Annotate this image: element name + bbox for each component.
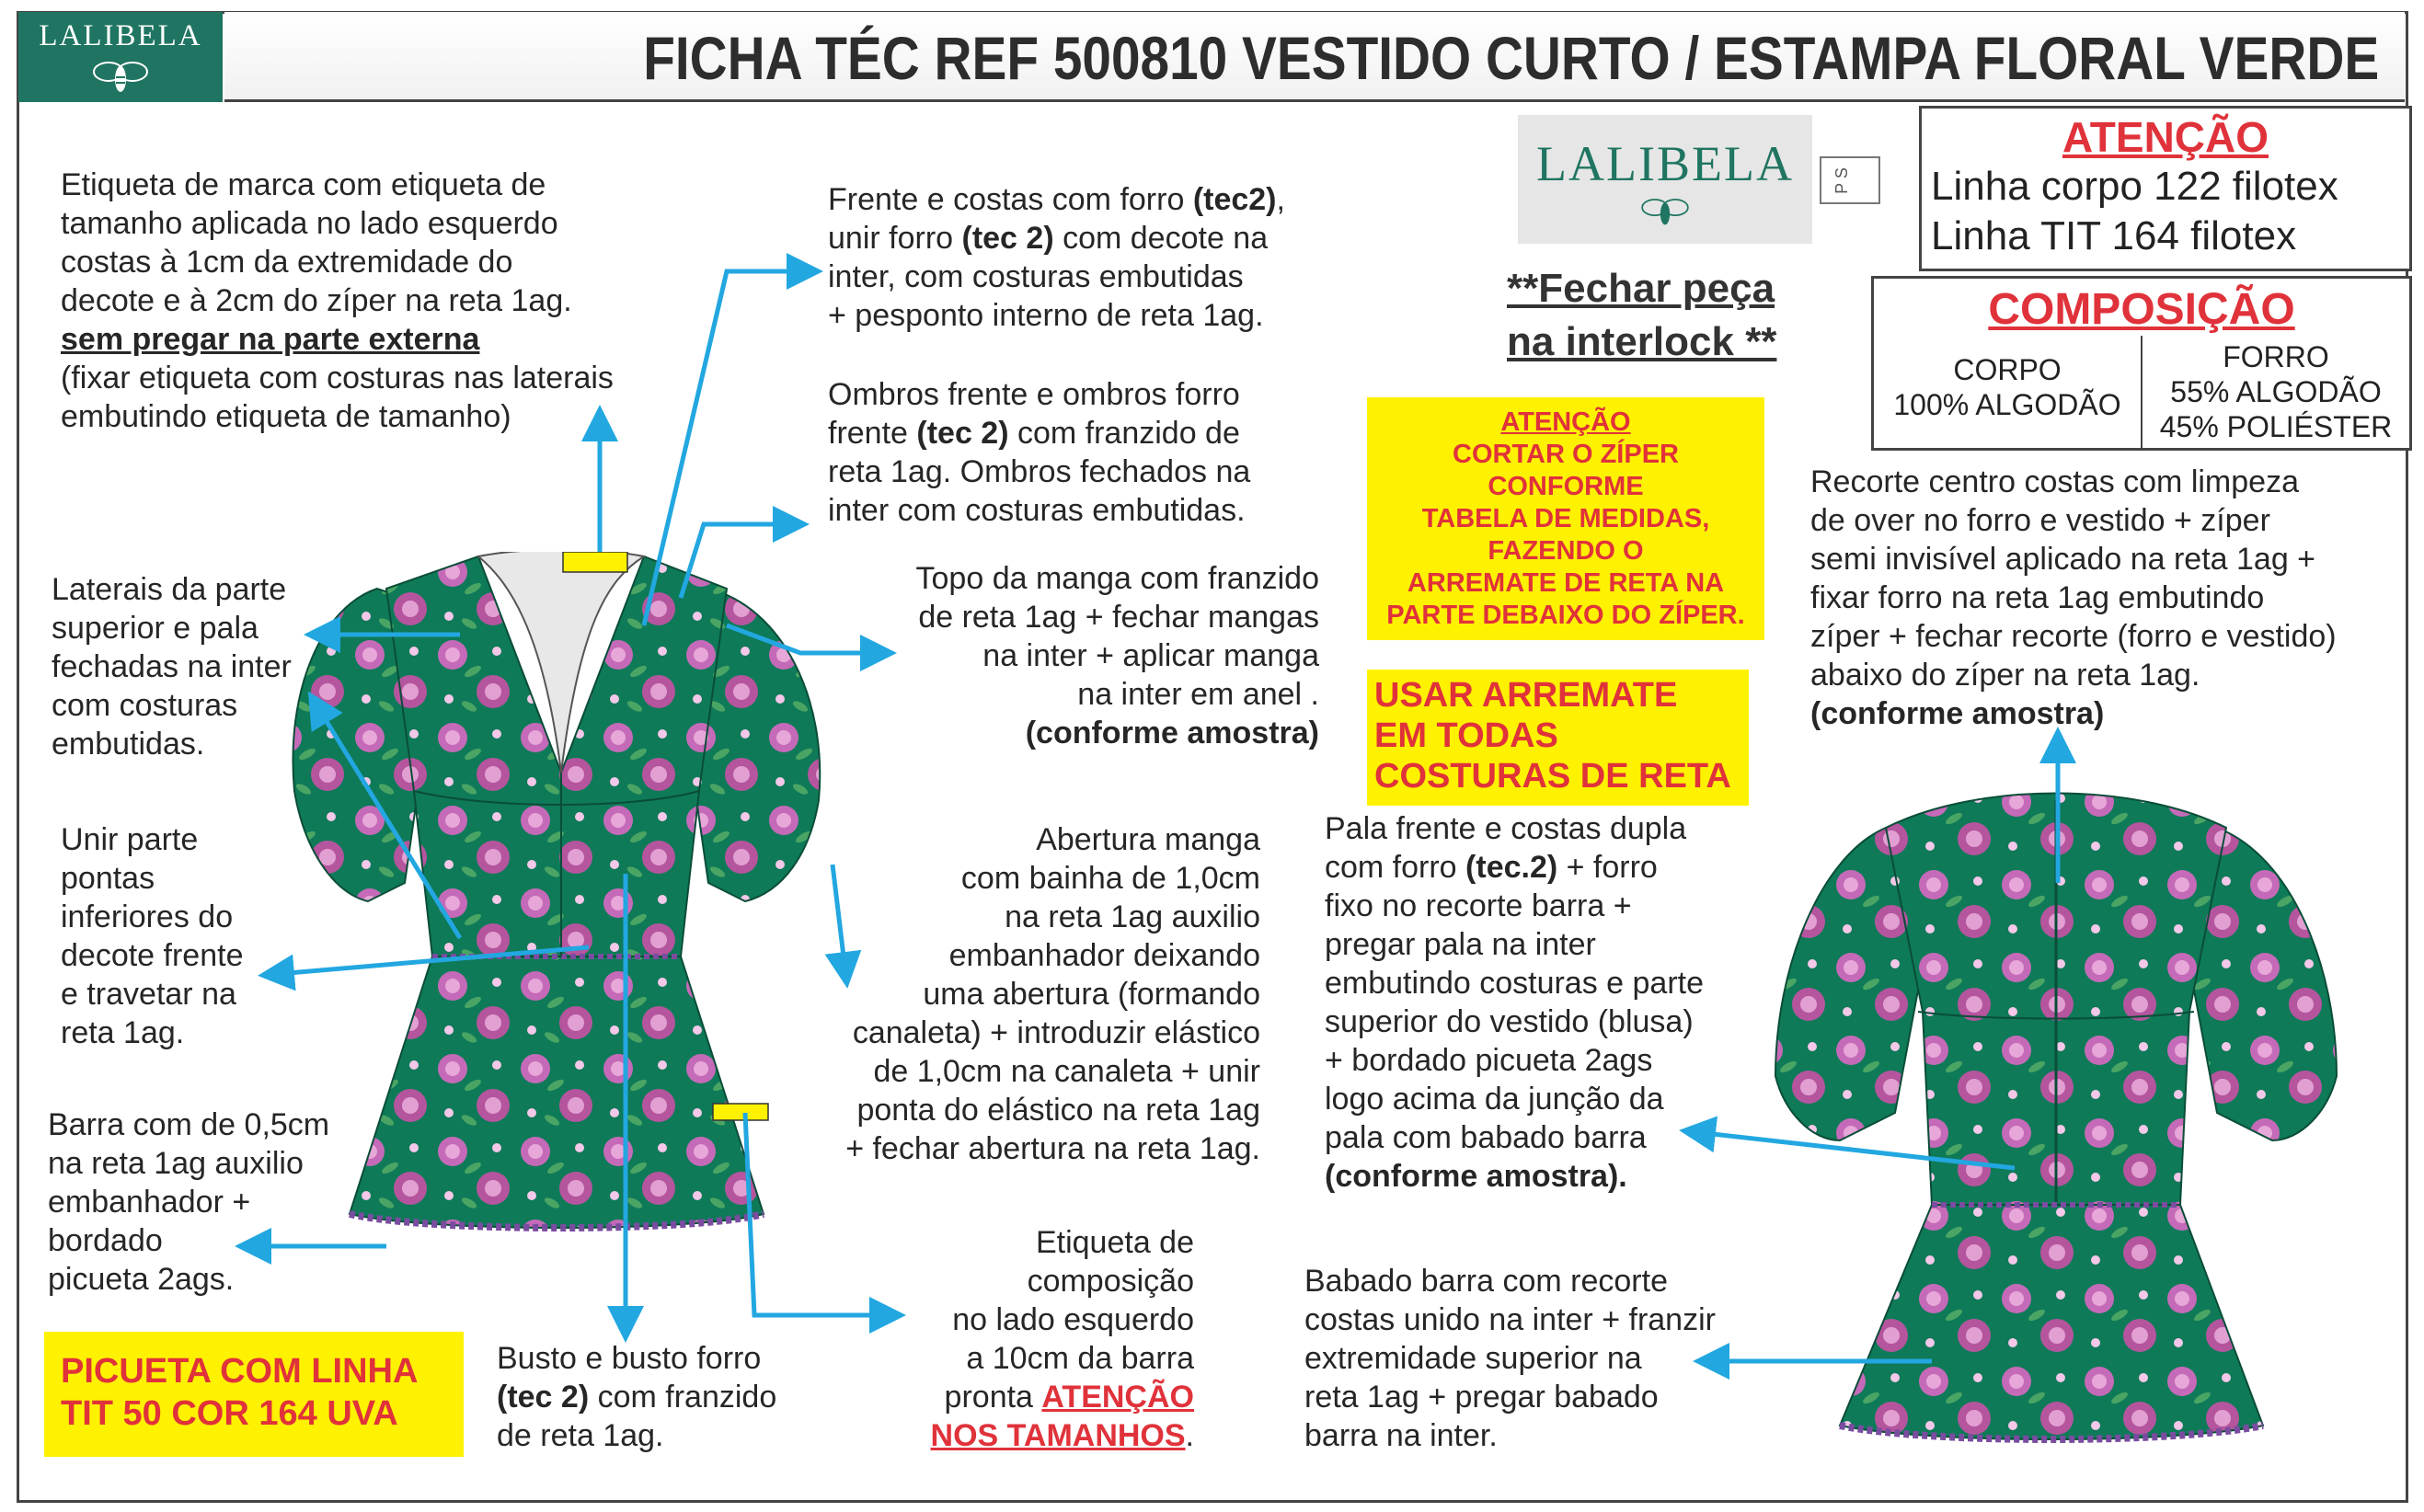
- note-text: com franzido de: [1008, 416, 1240, 451]
- note-line: Pala frente e costas dupla: [1325, 811, 1687, 846]
- unir-parte-note: [61, 820, 243, 1052]
- note-text: com franzido: [589, 1380, 777, 1415]
- note-line: [1325, 848, 1704, 887]
- usar-line: COSTURAS DE RETA: [1374, 757, 1731, 796]
- cortar-line: CORTAR O ZÍPER: [1453, 440, 1679, 469]
- barra-note: [48, 1105, 329, 1299]
- note-line: logo acima da junção da: [1325, 1082, 1664, 1117]
- note-line-bold: (conforme amostra): [1810, 696, 2105, 731]
- picueta-line: PICUETA COM LINHA: [61, 1352, 419, 1391]
- note-line: decote e à 2cm do zíper na reta 1ag.: [61, 283, 572, 318]
- note-bold: (tec.2): [1465, 850, 1558, 885]
- picueta-line: TIT 50 COR 164 UVA: [61, 1394, 398, 1433]
- topo-manga-note: [865, 559, 1319, 752]
- note-line: Unir parte: [61, 822, 199, 857]
- cortar-line: TABELA DE MEDIDAS,: [1421, 504, 1710, 533]
- note-line-bold: sem pregar na parte externa: [61, 322, 480, 357]
- fechar-line-2: na interlock **: [1507, 319, 1777, 364]
- brand-label-text: LALIBELA: [1536, 136, 1794, 191]
- note-line: abaixo do zíper na reta 1ag.: [1810, 658, 2200, 693]
- note-line: de 1,0cm na canaleta + unir: [873, 1054, 1260, 1089]
- note-line: decote frente: [61, 938, 244, 973]
- note-line: embanhador deixando: [948, 938, 1260, 973]
- fechar-line-1: **Fechar peça: [1507, 266, 1775, 311]
- note-line: [828, 414, 1250, 452]
- note-line: Topo da manga com franzido: [915, 561, 1319, 596]
- note-line-bold: (conforme amostra): [1025, 716, 1319, 750]
- usar-line: EM TODAS: [1374, 716, 1558, 755]
- note-line: fechadas na inter: [52, 649, 292, 684]
- note-line: embutindo costuras e parte: [1325, 966, 1705, 1001]
- note-line: pregar pala na inter: [1325, 927, 1596, 962]
- note-line: uma abertura (formando: [923, 977, 1260, 1012]
- note-line: bordado: [48, 1223, 163, 1258]
- note-line: Ombros frente e ombros forro: [828, 377, 1240, 412]
- note-line: [828, 219, 1285, 258]
- size-tag-text: P S: [1832, 167, 1851, 194]
- note-line: zíper + fechar recorte (forro e vestido): [1810, 619, 2337, 654]
- note-line: na reta 1ag auxilio: [48, 1146, 304, 1181]
- composicao-title: COMPOSIÇÃO: [1988, 285, 2295, 334]
- etiqueta-composicao-note: [883, 1223, 1194, 1455]
- note-line: costas à 1cm da extremidade do: [61, 245, 513, 280]
- note-line: semi invisível aplicado na reta 1ag +: [1810, 542, 2316, 577]
- cortar-line: PARTE DEBAIXO DO ZÍPER.: [1386, 601, 1745, 630]
- note-line: (fixar etiqueta com costuras nas laterais: [61, 361, 614, 395]
- note-line: Etiqueta de marca com etiqueta de: [61, 167, 546, 202]
- page-title: FICHA TÉC REF 500810 VESTIDO CURTO / ESTAMPA FLORAL VERDE: [642, 24, 2379, 92]
- note-text: ,: [1276, 182, 1285, 217]
- note-line: + fechar abertura na reta 1ag.: [845, 1131, 1260, 1166]
- note-line: Babado barra com recorte: [1304, 1264, 1668, 1299]
- forro-value-1: 55% ALGODÃO: [2170, 375, 2382, 408]
- note-line: ponta do elástico na reta 1ag: [856, 1093, 1260, 1128]
- note-line-bold: (conforme amostra).: [1325, 1159, 1627, 1194]
- note-line: de reta 1ag.: [497, 1418, 664, 1453]
- note-line: na inter em anel .: [1077, 677, 1319, 712]
- note-line: embutindo etiqueta de tamanho): [61, 399, 511, 434]
- busto-note: [497, 1339, 776, 1455]
- corpo-label: CORPO: [1953, 353, 2062, 386]
- note-line: fixo no recorte barra +: [1325, 888, 1632, 923]
- note-bold: (tec 2): [916, 416, 1009, 451]
- note-line: reta 1ag.: [61, 1015, 185, 1050]
- note-line: [497, 1378, 776, 1416]
- note-line: superior do vestido (blusa): [1325, 1004, 1694, 1039]
- note-line: extremidade superior na: [1304, 1341, 1642, 1376]
- note-line: de over no forro e vestido + zíper: [1810, 503, 2270, 538]
- note-text: frente: [828, 416, 917, 451]
- note-line: Recorte centro costas com limpeza: [1810, 464, 2299, 499]
- note-line: na inter + aplicar manga: [982, 638, 1319, 673]
- note-line: picueta 2ags.: [48, 1262, 235, 1297]
- note-line: Etiqueta de: [1035, 1225, 1194, 1260]
- note-line: tamanho aplicada no lado esquerdo: [61, 206, 558, 241]
- babado-note: [1304, 1262, 1716, 1455]
- note-line: canaleta) + introduzir elástico: [852, 1015, 1260, 1050]
- note-line: embutidas.: [52, 727, 205, 762]
- note-line: superior e pala: [52, 611, 258, 646]
- note-line: pala com babado barra: [1325, 1120, 1647, 1155]
- note-line: + pesponto interno de reta 1ag.: [828, 298, 1264, 333]
- note-bold: (tec 2): [961, 221, 1054, 256]
- note-text: com decote na: [1053, 221, 1269, 256]
- atencao-line-1: Linha corpo 122 filotex: [1931, 164, 2338, 209]
- note-line: [883, 1378, 1194, 1416]
- note-line: [828, 180, 1285, 219]
- note-text: Frente e costas com forro: [828, 182, 1193, 217]
- note-line: com bainha de 1,0cm: [960, 861, 1260, 896]
- note-line: embanhador +: [48, 1185, 251, 1220]
- header-logo-text: LALIBELA: [39, 19, 202, 52]
- note-line: reta 1ag + pregar babado: [1304, 1380, 1659, 1415]
- note-line: fixar forro na reta 1ag embutindo: [1810, 580, 2265, 615]
- note-line: de reta 1ag + fechar mangas: [918, 600, 1319, 635]
- ombros-note: [828, 375, 1250, 530]
- usar-line: USAR ARREMATE: [1374, 676, 1678, 715]
- note-line: a 10cm da barra: [966, 1341, 1194, 1376]
- note-line: inter, com costuras embutidas: [828, 259, 1244, 294]
- forro-value-2: 45% POLIÉSTER: [2159, 410, 2393, 443]
- recorte-note: [1810, 463, 2337, 733]
- note-text: .: [1185, 1418, 1194, 1453]
- pala-note: [1325, 809, 1704, 1196]
- cortar-line: ARREMATE DE RETA NA: [1407, 568, 1725, 598]
- note-text: + forro: [1557, 850, 1658, 885]
- note-line: Abertura manga: [1036, 822, 1260, 857]
- note-text: pronta: [944, 1380, 1042, 1415]
- note-text: com forro: [1325, 850, 1466, 885]
- note-bold: (tec 2): [497, 1380, 590, 1415]
- etiqueta-marca-note: [61, 166, 614, 436]
- forro-label: FORRO: [2223, 340, 2329, 373]
- note-alert: NOS TAMANHOS: [930, 1418, 1186, 1453]
- cortar-line: CONFORME: [1488, 472, 1644, 501]
- note-line: composição: [1027, 1264, 1194, 1299]
- note-alert: ATENÇÃO: [1041, 1380, 1194, 1415]
- note-line: Barra com de 0,5cm: [48, 1107, 330, 1142]
- note-line: no lado esquerdo: [952, 1302, 1194, 1337]
- cortar-line: FAZENDO O: [1488, 536, 1644, 566]
- note-line: na reta 1ag auxilio: [1005, 899, 1260, 934]
- note-line: Laterais da parte: [52, 572, 287, 607]
- atencao-title: ATENÇÃO: [2062, 113, 2269, 161]
- note-line: com costuras: [52, 688, 238, 723]
- note-line: costas unido na inter + franzir: [1304, 1302, 1716, 1337]
- note-line: e travetar na: [61, 977, 236, 1012]
- atencao-line-2: Linha TIT 164 filotex: [1931, 213, 2297, 258]
- note-line: [883, 1416, 1194, 1455]
- note-bold: (tec2): [1192, 182, 1277, 217]
- note-line: inferiores do: [61, 899, 234, 934]
- note-line: reta 1ag. Ombros fechados na: [828, 454, 1251, 489]
- abertura-manga-note: [791, 820, 1260, 1168]
- cortar-line: ATENÇÃO: [1500, 407, 1631, 437]
- note-text: unir forro: [828, 221, 962, 256]
- note-line: pontas: [61, 861, 155, 896]
- note-line: inter com costuras embutidas.: [828, 493, 1246, 528]
- laterais-note: [52, 570, 292, 763]
- note-line: + bordado picueta 2ags: [1325, 1043, 1653, 1078]
- note-line: Busto e busto forro: [497, 1341, 762, 1376]
- frente-costas-note: [828, 180, 1285, 335]
- corpo-value: 100% ALGODÃO: [1893, 388, 2121, 421]
- note-line: barra na inter.: [1304, 1418, 1498, 1453]
